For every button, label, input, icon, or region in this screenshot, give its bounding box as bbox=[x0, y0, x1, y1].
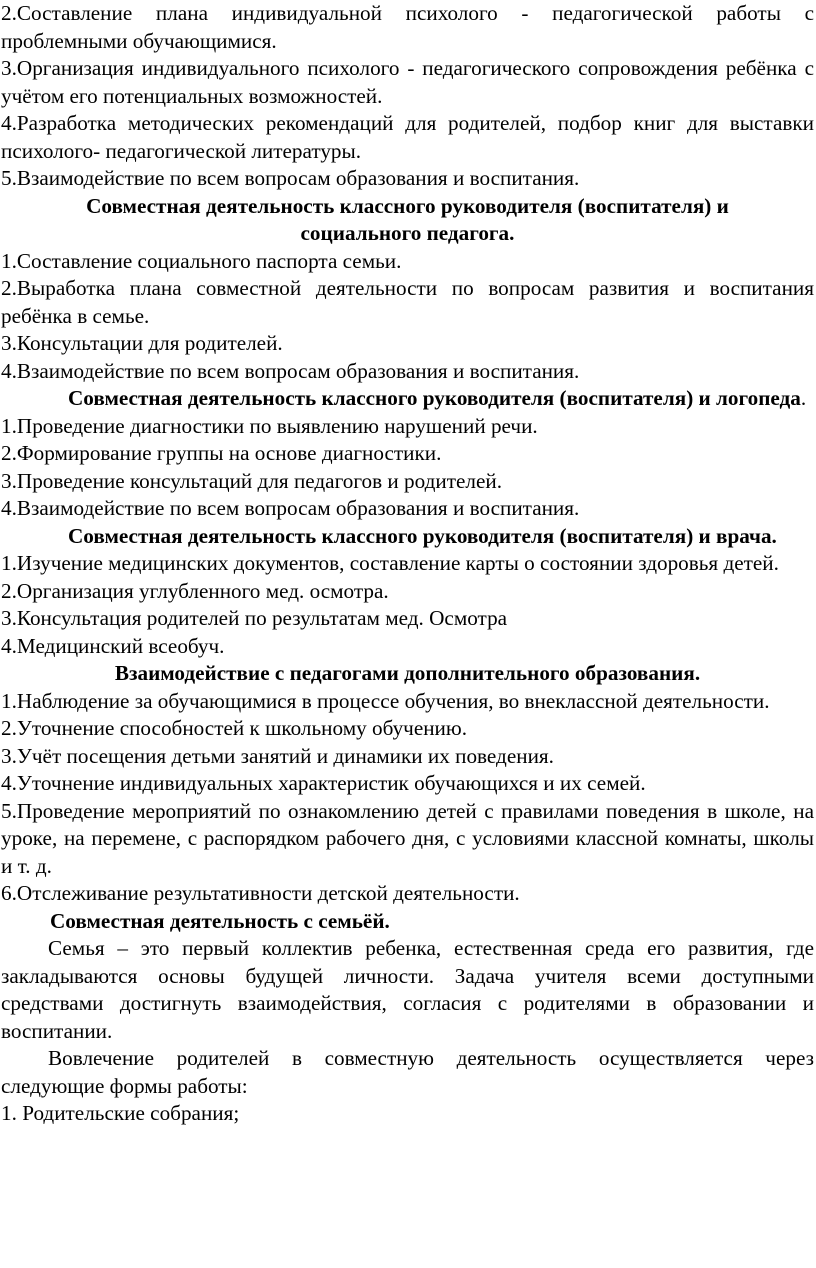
list-item: 2.Уточнение способностей к школьному обучению. bbox=[1, 716, 468, 740]
list-item: 3.Проведение консультаций для педагогов и родителей. bbox=[1, 468, 503, 493]
heading-text: Совместная деятельность классного руководителя (воспитателя) и логопеда bbox=[68, 386, 801, 410]
list-item: 2.Организация углубленного мед. осмотра. bbox=[1, 578, 389, 603]
list-item: 2.Составление плана индивидуальной психолого - педагогической работы с проблемными обучающимися. bbox=[1, 1, 814, 53]
section-heading-speech-therapist bbox=[1, 385, 814, 413]
list-item: 1.Наблюдение за обучающимися в процессе обучения, во внеклассной деятельности. bbox=[1, 688, 770, 713]
paragraph: Семья – это первый коллектив ребенка, естественная среда его развития, где закладываются основы будущей личности. Задача учителя всеми доступными средствами достигнуть взаимодействия, согласия с родителями в образовании и воспитании. bbox=[1, 936, 814, 1043]
list-item: 6.Отслеживание результативности детской деятельности. bbox=[1, 881, 520, 905]
list-item: 4.Взаимодействие по всем вопросам образования и воспитания. bbox=[1, 496, 580, 520]
section-heading-doctor: Совместная деятельность классного руководителя (воспитателя) и врача. bbox=[68, 523, 777, 548]
list-item: 4.Медицинский всеобуч. bbox=[1, 633, 225, 658]
list-item: 3.Консультация родителей по результатам мед. Осмотра bbox=[1, 606, 508, 630]
list-item: 2.Выработка плана совместной деятельности по вопросам развития и воспитания ребёнка в семье. bbox=[1, 276, 814, 328]
list-item: 4.Разработка методических рекомендаций для родителей, подбор книг для выставки психолого- педагогической литературы. bbox=[1, 111, 814, 163]
list-item: 2.Формирование группы на основе диагностики. bbox=[1, 441, 442, 465]
list-item: 3.Учёт посещения детьми занятий и динамики их поведения. bbox=[1, 743, 554, 768]
section-heading-additional-education: Взаимодействие с педагогами дополнительного образования. bbox=[114, 661, 701, 685]
heading-period: . bbox=[800, 386, 807, 410]
list-item: 5.Взаимодействие по всем вопросам образования и воспитания. bbox=[1, 166, 580, 190]
paragraph: Вовлечение родителей в совместную деятельность осуществляется через следующие формы работы: bbox=[1, 1046, 814, 1098]
list-item: 1.Проведение диагностики по выявлению нарушений речи. bbox=[1, 413, 538, 438]
list-item: 1.Составление социального паспорта семьи. bbox=[1, 248, 402, 273]
list-item: 5.Проведение мероприятий по ознакомлению детей с правилами поведения в школе, на уроке, на перемене, с распорядком рабочего дня, с условиями классной комнаты, школы и т. д. bbox=[1, 798, 814, 878]
section-heading-family: Совместная деятельность с семьёй. bbox=[50, 908, 390, 933]
list-item: 1. Родительские собрания; bbox=[1, 1101, 240, 1125]
list-item: 4.Уточнение индивидуальных характеристик обучающихся и их семей. bbox=[1, 771, 646, 795]
list-item: 3.Консультации для родителей. bbox=[1, 331, 283, 355]
list-item: 4.Взаимодействие по всем вопросам образования и воспитания. bbox=[1, 358, 580, 383]
list-item: 1.Изучение медицинских документов, составление карты о состоянии здоровья детей. bbox=[1, 551, 779, 575]
list-item: 3.Организация индивидуального психолого - педагогического сопровождения ребёнка с учётом его потенциальных возможностей. bbox=[1, 56, 814, 108]
section-heading-social-pedagogue: Совместная деятельность классного руководителя (воспитателя) и социального педагога. bbox=[86, 193, 729, 245]
